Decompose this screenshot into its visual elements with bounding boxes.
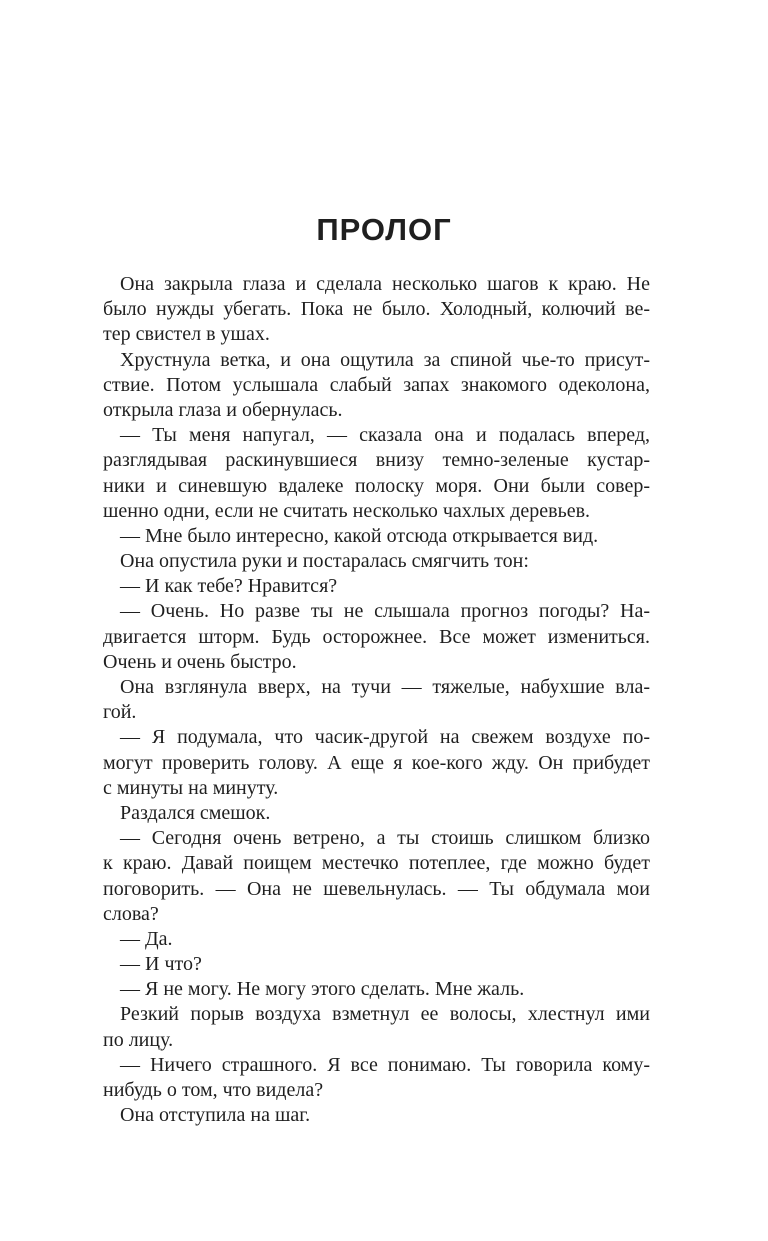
text-line: — И что? (120, 953, 202, 976)
text-line: Резкий порыв воздуха взметнул ее волосы, хлестнул ими (120, 1003, 650, 1026)
text-line: — Да. (120, 927, 173, 950)
text-line: — Сегодня очень ветрено, а ты стоишь слишком близко (120, 827, 650, 850)
text-line: разглядывая раскинувшиеся внизу темно-зеленые кустар- (103, 449, 650, 472)
text-line: — Я подумала, что часик-другой на свежем воздухе по- (120, 726, 650, 749)
text-line: Раздался смешок. (120, 801, 271, 824)
text-line: Она закрыла глаза и сделала несколько шагов к краю. Не (120, 273, 650, 295)
chapter-title: ПРОЛОГ (316, 212, 452, 247)
text-line: — Я не могу. Не могу этого сделать. Мне жаль. (120, 978, 525, 1001)
text-line: тер свистел в ушах. (103, 323, 270, 346)
text-line: к краю. Давай поищем местечко потеплее, где можно будет (103, 852, 650, 875)
text-line: Очень и очень быстро. (103, 650, 297, 673)
text-line: гой. (103, 701, 137, 724)
text-line: ники и синевшую вдалеке полоску моря. Они были совер- (103, 474, 650, 497)
text-line: — Ты меня напугал, — сказала она и подалась вперед, (120, 424, 650, 447)
text-line: ствие. Потом услышала слабый запах знакомого одеколона, (103, 373, 650, 396)
text-line: — И как тебе? Нравится? (120, 575, 338, 598)
text-line: Хрустнула ветка, и она ощутила за спиной чье-то присут- (120, 348, 650, 371)
text-line: слова? (103, 902, 159, 925)
text-line: — Мне было интересно, какой отсюда открывается вид. (120, 524, 599, 547)
text-line: по лицу. (103, 1028, 174, 1051)
text-line: могут проверить голову. А еще я кое-кого жду. Он прибудет (103, 751, 650, 774)
text-line: было нужды убегать. Пока не было. Холодный, колючий ве- (103, 298, 650, 321)
body-text (103, 272, 650, 1128)
text-line: — Очень. Но разве ты не слышала прогноз погоды? На- (120, 600, 650, 623)
text-line: Она взглянула вверх, на тучи — тяжелые, набухшие вла- (120, 676, 650, 698)
text-line: с минуты на минуту. (103, 776, 279, 799)
text-line: поговорить. — Она не шевельнулась. — Ты обдумала мои (103, 877, 650, 900)
text-line: шенно одни, если не считать несколько чахлых деревьев. (103, 499, 591, 522)
text-line: двигается шторм. Будь осторожнее. Все может измениться. (103, 625, 650, 648)
text-line: Она опустила руки и постаралась смягчить тон: (120, 550, 529, 573)
text-line: нибудь о том, что видела? (103, 1079, 324, 1101)
text-line: Она отступила на шаг. (120, 1104, 311, 1127)
text-line: открыла глаза и обернулась. (103, 398, 343, 421)
text-line: — Ничего страшного. Я все понимаю. Ты говорила кому- (120, 1053, 650, 1076)
